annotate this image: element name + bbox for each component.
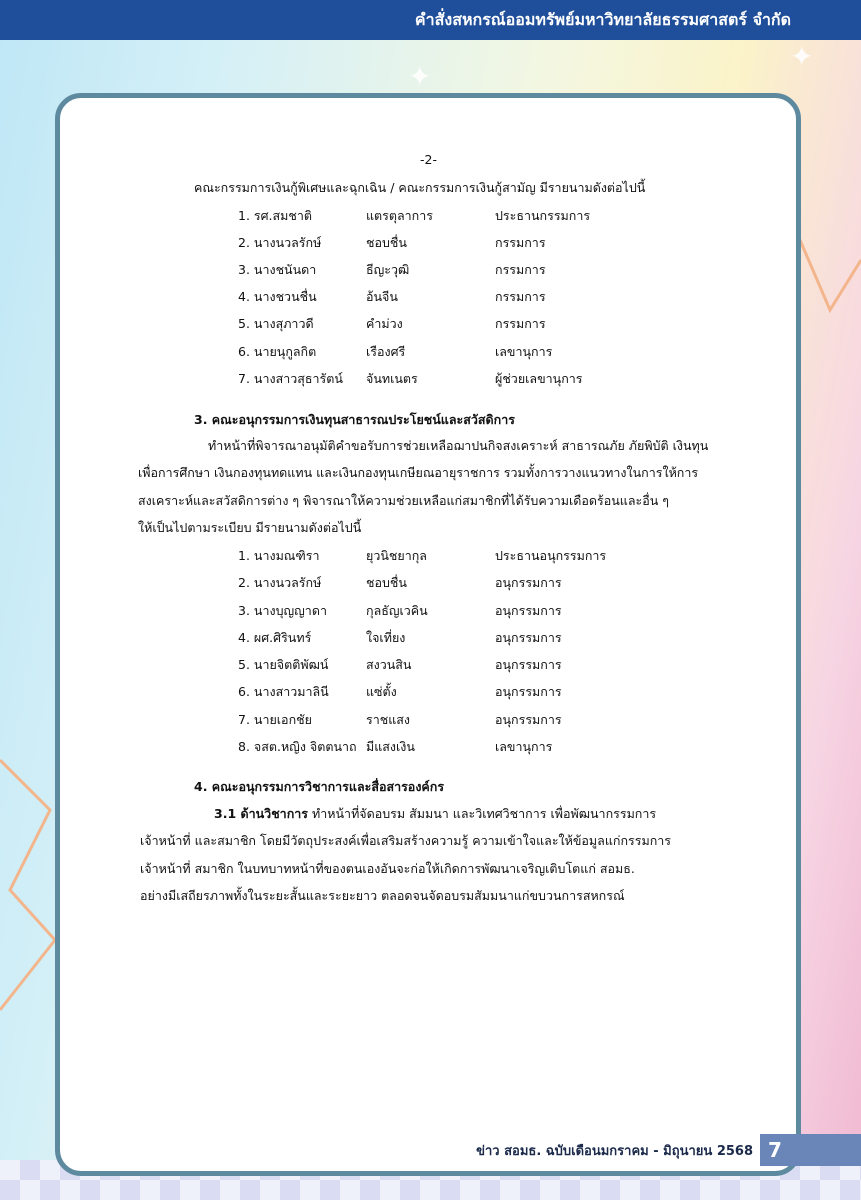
- list-item: [0, 342, 861, 362]
- member-name: 6. นางสาวมาลินี: [238, 684, 329, 699]
- list-item: [0, 287, 861, 307]
- member-name: 1. นางมณฑิรา: [238, 548, 320, 563]
- member-surname: ชอบชื่น: [366, 575, 407, 590]
- member-name: 4. นางชวนชื่น: [238, 289, 317, 304]
- member-name: 4. ผศ.ศิรินทร์: [238, 630, 312, 645]
- committee-intro: คณะกรรมการเงินกู้พิเศษและฉุกเฉิน / คณะกรรมการเงินกู้สามัญ มีรายนามดังต่อไปนี้: [194, 180, 646, 195]
- member-surname: คำม่วง: [366, 316, 403, 331]
- section-4-paragraph-line: เจ้าหน้าที่ และสมาชิก โดยมีวัตถุประสงค์เพื่อเสริมสร้างความรู้ ความเข้าใจและให้ข้อมูลแก่กรรมการ: [140, 833, 671, 848]
- section-4-paragraph-line: อย่างมีเสถียรภาพทั้งในระยะสั้นและระยะยาว ตลอดจนจัดอบรมสัมมนาแก่ขบวนการสหกรณ์: [140, 888, 625, 903]
- member-role: อนุกรรมการ: [495, 657, 562, 672]
- list-item: [0, 369, 861, 389]
- member-surname: เรืองศรี: [366, 344, 406, 359]
- member-surname: อ้นจีน: [366, 289, 398, 304]
- sparkle-icon: ✦: [790, 40, 814, 73]
- page-marker: -2-: [420, 152, 437, 167]
- list-item: [0, 737, 861, 757]
- list-item: [0, 260, 861, 280]
- member-surname: ชอบชื่น: [366, 235, 407, 250]
- member-role: กรรมการ: [495, 262, 546, 277]
- list-item: [0, 233, 861, 253]
- member-surname: ธีญะวุฒิ: [366, 262, 410, 277]
- list-item: [0, 655, 861, 675]
- footer-issue-label: ข่าว สอมธ. ฉบับเดือนมกราคม - มิถุนายน 2568: [476, 1144, 753, 1159]
- subsection-text: ทำหน้าที่จัดอบรม สัมมนา และวิเทศวิชาการ เพื่อพัฒนากรรมการ: [312, 806, 657, 821]
- section-4-paragraph-line: เจ้าหน้าที่ สมาชิก ในบทบาทหน้าที่ของตนเองอันจะก่อให้เกิดการพัฒนาเจริญเติบโตแก่ สอมธ.: [140, 861, 635, 876]
- member-role: กรรมการ: [495, 316, 546, 331]
- member-role: อนุกรรมการ: [495, 575, 562, 590]
- member-surname: สงวนสิน: [366, 657, 412, 672]
- member-role: อนุกรรมการ: [495, 603, 562, 618]
- member-surname: จันทเนตร: [366, 371, 418, 386]
- member-surname: แซ่ตั้ง: [366, 684, 397, 699]
- member-name: 1. รศ.สมชาติ: [238, 208, 313, 223]
- member-surname: ยุวนิชยากุล: [366, 548, 427, 563]
- list-item: [0, 710, 861, 730]
- header-title: คำสั่งสหกรณ์ออมทรัพย์มหาวิทยาลัยธรรมศาสตร์ จำกัด: [414, 10, 791, 29]
- section-4-heading: 4. คณะอนุกรรมการวิชาการและสื่อสารองค์กร: [194, 779, 445, 794]
- member-role: กรรมการ: [495, 289, 546, 304]
- member-role: อนุกรรมการ: [495, 630, 562, 645]
- list-item: [0, 206, 861, 226]
- member-name: 7. นายเอกชัย: [238, 712, 312, 727]
- page-number-badge: 7: [760, 1134, 861, 1166]
- subsection-label: 3.1 ด้านวิชาการ: [214, 806, 309, 821]
- member-name: 2. นางนวลรักษ์: [238, 575, 322, 590]
- sparkle-icon: ✦: [408, 60, 432, 93]
- list-item: [0, 573, 861, 593]
- list-item: [0, 682, 861, 702]
- member-name: 3. นางชนันดา: [238, 262, 317, 277]
- section-3-paragraph-line: สงเคราะห์และสวัสดิการต่าง ๆ พิจารณาให้ความช่วยเหลือแก่สมาชิกที่ได้รับความเดือดร้อนและอื่น ๆ: [138, 493, 669, 508]
- section-3-heading: 3. คณะอนุกรรมการเงินทุนสาธารณประโยชน์และสวัสดิการ: [194, 412, 515, 427]
- section-3-paragraph-line: ทำหน้าที่พิจารณาอนุมัติคำขอรับการช่วยเหลือฌาปนกิจสงเคราะห์ สาธารณภัย ภัยพิบัติ เงินทุน: [208, 438, 709, 453]
- member-surname: มีแสงเงิน: [366, 739, 415, 754]
- member-name: 7. นางสาวสุธารัตน์: [238, 371, 343, 386]
- section-3-paragraph-line: เพื่อการศึกษา เงินกองทุนทดแทน และเงินกองทุนเกษียณอายุราชการ รวมทั้งการวางแนวทางในการให้การ: [138, 465, 699, 480]
- list-item: [0, 546, 861, 566]
- member-role: อนุกรรมการ: [495, 712, 562, 727]
- member-surname: กุลธัญเวคิน: [366, 603, 428, 618]
- member-role: ผู้ช่วยเลขานุการ: [495, 371, 583, 386]
- section-3-paragraph-line: ให้เป็นไปตามระเบียบ มีรายนามดังต่อไปนี้: [138, 520, 362, 535]
- member-name: 8. จสต.หญิง จิตตนาถ: [238, 739, 357, 754]
- member-name: 5. นายจิตติพัฒน์: [238, 657, 329, 672]
- member-role: ประธานอนุกรรมการ: [495, 548, 607, 563]
- section-4-paragraph-line: [214, 804, 656, 824]
- member-role: กรรมการ: [495, 235, 546, 250]
- member-surname: ใจเที่ยง: [366, 630, 406, 645]
- member-role: เลขานุการ: [495, 344, 553, 359]
- decorative-zigzag-left: [0, 740, 60, 1020]
- list-item: [0, 628, 861, 648]
- member-role: ประธานกรรมการ: [495, 208, 591, 223]
- list-item: [0, 314, 861, 334]
- member-surname: แตรตุลาการ: [366, 208, 433, 223]
- member-role: อนุกรรมการ: [495, 684, 562, 699]
- member-role: เลขานุการ: [495, 739, 553, 754]
- member-name: 5. นางสุภาวดี: [238, 316, 314, 331]
- header-bar: [0, 0, 861, 40]
- member-name: 3. นางบุญญาดา: [238, 603, 327, 618]
- member-name: 6. นายนุกูลกิต: [238, 344, 317, 359]
- member-name: 2. นางนวลรักษ์: [238, 235, 322, 250]
- list-item: [0, 601, 861, 621]
- member-surname: ราชแสง: [366, 712, 411, 727]
